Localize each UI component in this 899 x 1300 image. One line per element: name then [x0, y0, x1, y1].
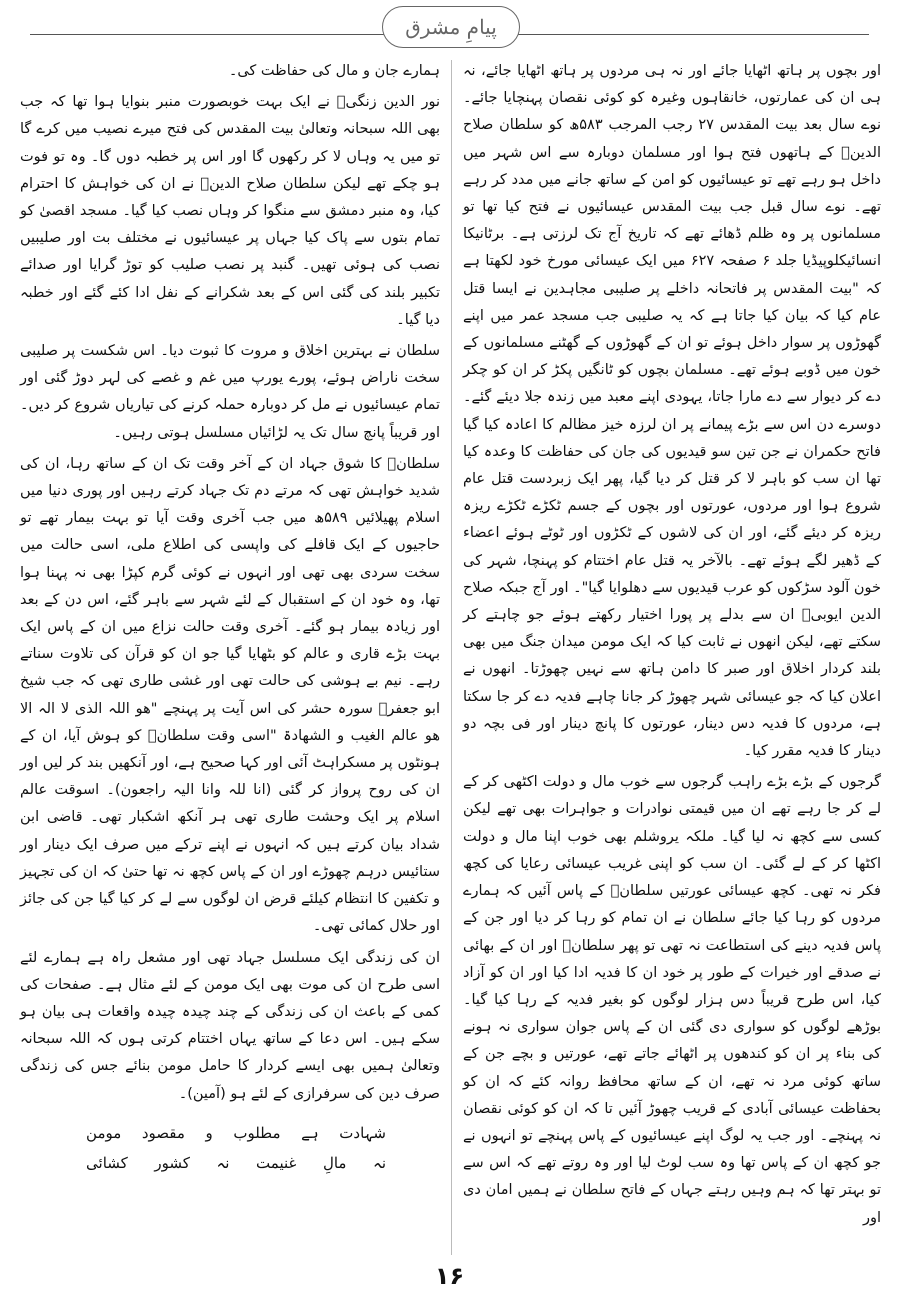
poem-word: مطلوب — [233, 1123, 281, 1142]
poem-line-2 — [86, 1148, 386, 1178]
poem-word: مومن — [86, 1123, 122, 1142]
page-header — [0, 0, 899, 54]
poem-word: نہ — [216, 1153, 230, 1172]
paragraph: سلطان نے بہترین اخلاق و مروت کا ثبوت دیا۔ اس شکست پر صلیبی سخت ناراض ہوئے، پورے یورپ میں غم و غصے کی لہر دوڑ گئی اور تمام عیسائیوں نے مل کر دوبارہ حملہ کرنے کی تیاریاں شروع کر دیں۔ اور قریباً پانچ سال تک یہ لڑائیاں مسلسل ہوتی رہیں۔ — [20, 343, 440, 441]
poem-word: ہے — [301, 1123, 319, 1142]
paragraph: ہمارے جان و مال کی حفاظت کی۔ — [228, 63, 440, 79]
paragraph: گرجوں کے بڑے بڑے راہب گرجوں سے خوب مال و دولت اکٹھی کر کے لے کر جا رہے تھے ان میں قیمتی نوادرات و جواہرات بھی تھے لیکن کسی سے کچھ نہ لیا گیا۔ ملکہ یروشلم بھی خوب اپنا مال و دولت اکٹھا کر کے لے گئی۔ ان سب کو اپنی غریب عیسائی رعایا کی کچھ فکر نہ تھی۔ کچھ عیسائی عورتیں سلطانؒ کے پاس آئیں کہ ہمارے مردوں کو رہا کیا جائے سلطان نے ان تمام کو رہا کر دیا اور جن کے پاس فدیہ دینے کی استطاعت نہ تھی تو پھر سلطانؒ اور ان کے بھائی نے صدقے اور خیرات کے طور پر خود ان کا فدیہ ادا کیا اور ان کو آزاد کیا، اس طرح قریباً دس ہزار لوگوں کو بغیر فدیہ کے رہا کیا گیا۔ بوڑھے لوگوں کو سواری دی گئی ان کے پاس جوان سواری نہ ہونے کی بناء پر ان کو کندھوں پر اٹھائے جاتے تھے، عورتیں و بچے جن کے ساتھ کوئی مرد نہ تھے، ان کے ساتھ محافظ روانہ کئے کہ ان کو بحفاظت عیسائی آبادی کے قریب چھوڑ آئیں تا کہ ان کو کوئی نقصان نہ پہنچے۔ اور جب یہ لوگ اپنے عیسائیوں کے پاس پہنچے تو انہوں نے جو کچھ ان کے پاس تھا وہ سب لوٹ لیا اور وہ روتے تھے کہ اس سے تو بہتر تھا کہ ہم وہیں رہتے جہاں کے فاتح سلطان نے ہمیں امان دی اور — [463, 774, 881, 1226]
poem-word: غنیمت — [256, 1153, 297, 1172]
poem-word: و — [205, 1123, 213, 1142]
column-divider — [451, 60, 452, 1255]
poem-word: شہادت — [339, 1123, 386, 1142]
poem-word: مالِ — [322, 1153, 347, 1172]
poem-word: نہ — [373, 1153, 386, 1172]
paragraph: سلطانؒ کا شوق جہاد ان کے آخر وقت تک ان کے ساتھ رہا، ان کی شدید خواہش تھی کہ مرتے دم تک جہاد کرتے رہیں اور پوری دنیا میں اسلام پھیلائیں ۵۸۹ھ میں جب آخری وقت آیا تو بہت بیمار تھے تو حاجیوں کے ایک قافلے کی واپسی کی اطلاع ملی، اسی حالت میں سخت سردی بھی تھی اور انہوں نے کوئی گرم کپڑا بھی نہ پہنا ہوا تھا، وہ خود ان کے استقبال کے لئے شہر سے باہر گئے، اس دن کے بعد اور زیادہ بیمار ہو گئے۔ آخری وقت حالت نزاع میں ان کے پاس ایک بہت بڑے قاری و عالم کو بٹھایا گیا جو ان کو قرآن کی تلاوت سناتے رہے۔ نیم بے ہوشی کی حالت تھی اور غشی طاری تھی کہ جب شیخ ابو جعفرؒ سورہ حشر کی اس آیت پر پہنچے "ھو اللہ الذی لا الہ الا ھو عالم الغیب و الشھادۃ "اسی وقت سلطانؒ کو ہوش آیا، ان کے ہونٹوں پر مسکراہٹ آئی اور کہا صحیح ہے، اور آنکھیں بند کر لیں اور ان کی روح پرواز کر گئی (انا للہ وانا الیہ راجعون)۔ اسوقت عالم اسلام پر ایک وحشت طاری تھی ہر آنکھ اشکبار تھی۔ قاضی ابن شداد بیان کرتے ہیں کہ انہوں نے اپنے ترکے میں صرف ایک دینار اور ستائیس درہم چھوڑے اور ان کے پاس کچھ نہ تھا حتیٰ کہ ان کی تجہیز و تکفین کا انتظام کیلئے قرض ان لوگوں سے لے کر کیا گیا جن کی جائز اور حلال کمائی تھی۔ — [20, 455, 440, 935]
paragraph: نور الدین زنگیؒ نے ایک بہت خوبصورت منبر بنوایا ہوا تھا کہ جب بھی اللہ سبحانہ وتعالیٰ بیت المقدس کی فتح میرے نصیب میں کرے گا تو میں یہ وہاں لا کر رکھوں گا اور اس پر خطبہ دوں گا۔ وہ تو فوت ہو چکے تھے لیکن سلطان صلاح الدینؒ نے ان کی خواہش کا احترام کیا، وہ منبر دمشق سے منگوا کر وہاں نصب کیا گیا۔ مسجد اقصیٰ کو تمام بتوں سے پاک کیا جہاں پر عیسائیوں نے مختلف بت اور صلیبیں نصب کی ہوئی تھیں۔ گنبد پر نصب صلیب کو توڑ گرایا اور صدائے تکبیر بلند کی گئی اس کے بعد شکرانے کے نفل ادا کئے گئے اور خطبہ دیا گیا۔ — [20, 94, 440, 328]
poem-word: کشور — [154, 1153, 190, 1172]
paragraph: ان کی زندگی ایک مسلسل جہاد تھی اور مشعل راہ ہے ہمارے لئے اسی طرح ان کی موت بھی ایک مومن کے لئے مثال ہے۔ صفحات کی کمی کے باعث ان کی زندگی کے چند چیدہ چیدہ واقعات ہی بیان ہو سکے ہیں۔ اس دعا کے ساتھ یہاں اختتام کرتی ہوں کہ اللہ سبحانہ وتعالیٰ ہمیں بھی ایسے کردار کا حامل مومن بنائے جس کی زندگی صرف دین کی سرفرازی کے لئے ہو (آمین)۔ — [20, 949, 440, 1102]
poem-couplet — [20, 1118, 440, 1178]
left-column — [20, 58, 440, 1270]
page-number: ۱۶ — [434, 1262, 465, 1290]
right-column — [463, 58, 881, 1270]
poem-word: کشائی — [86, 1153, 128, 1172]
poem-word: مقصود — [141, 1123, 185, 1142]
poem-line-1 — [86, 1118, 386, 1148]
magazine-title-badge — [382, 6, 520, 48]
magazine-title: پیامِ مشرق — [405, 15, 497, 39]
paragraph: اور بچوں پر ہاتھ اٹھایا جائے اور نہ ہی مردوں پر ہاتھ اٹھایا جائے، نہ ہی ان کی عمارتوں، خانقاہوں وغیرہ کو کوئی نقصان پہنچایا جائے۔ نوے سال بعد بیت المقدس ۲۷ رجب المرجب ۵۸۳ھ کو سلطان صلاح الدینؒ کے ہاتھوں فتح ہوا اور مسلمان دوبارہ سے اس شہر میں داخل ہو رہے تھے تو عیسائیوں کو امن کے ساتھ جانے میں مدد کر رہے تھے۔ نوے سال قبل جب بیت المقدس عیسائیوں نے فتح کیا تھا تو مسلمانوں پر وہ ظلم ڈھائے تھے کہ تاریخ آج تک لرزتی ہے۔ برٹانیکا انسائیکلوپیڈیا جلد ۶ صفحہ ۶۲۷ میں ایک عیسائی مورخ خود لکھتا ہے کہ "بیت المقدس پر فاتحانہ داخلے پر صلیبی مجاہدین نے ایسا قتل عام کیا کہ بیان کیا جاتا ہے کہ یہ صلیبی جب مسجد عمر میں اپنے گھوڑوں پر سوار داخل ہوئے تو ان کے گھوڑوں کے گھٹنے مسلمانوں کے خون میں ڈوبے ہوئے تھے۔ مسلمان بچوں کو ٹانگیں پکڑ کر ان کو چکر دے کر دیوار سے دے مارا جاتا، یہودی اپنے معبد میں زندہ جلا دیئے گئے۔ دوسرے دن اس سے بڑے پیمانے پر ان لرزہ خیز مظالم کا اعادہ کیا گیا فاتح حکمران نے جن تین سو قیدیوں کی جان کی حفاظت کا وعدہ کیا تھا ان سب کو باہر لا کر قتل کر دیا گیا، پھر ایک زبردست قتل عام شروع ہوا اور مردوں، عورتوں اور بچوں کے جسم ٹکڑے ٹکڑے ریزہ ریزہ کر دیئے گئے، اور ان کی لاشوں کے ٹکڑوں اور ٹوٹے ہوئے اعضاء کے ڈھیر لگے ہوئے تھے۔ بالآخر یہ قتل عام اختتام کو پہنچا، شہر کی خون آلود سڑکوں کو عرب قیدیوں سے دھلوایا گیا"۔ اور آج جبکہ صلاح الدین ایوبیؒ ان سے بدلے پر پورا اختیار رکھتے ہوئے جو چاہتے کر سکتے تھے، لیکن انھوں نے ثابت کیا کہ ایک مومن میدان جنگ میں بھی بلند کردار اخلاق اور صبر کا دامن ہاتھ سے نہیں چھوڑتا۔ انھوں نے اعلان کیا کہ جو عیسائی شہر چھوڑ کر جانا چاہے فدیہ دے کر جا سکتا ہے، مردوں کا فدیہ دس دینار، عورتوں کا پانچ دینار اور فی بچہ دو دینار کا فدیہ مقرر کیا۔ — [463, 63, 881, 760]
